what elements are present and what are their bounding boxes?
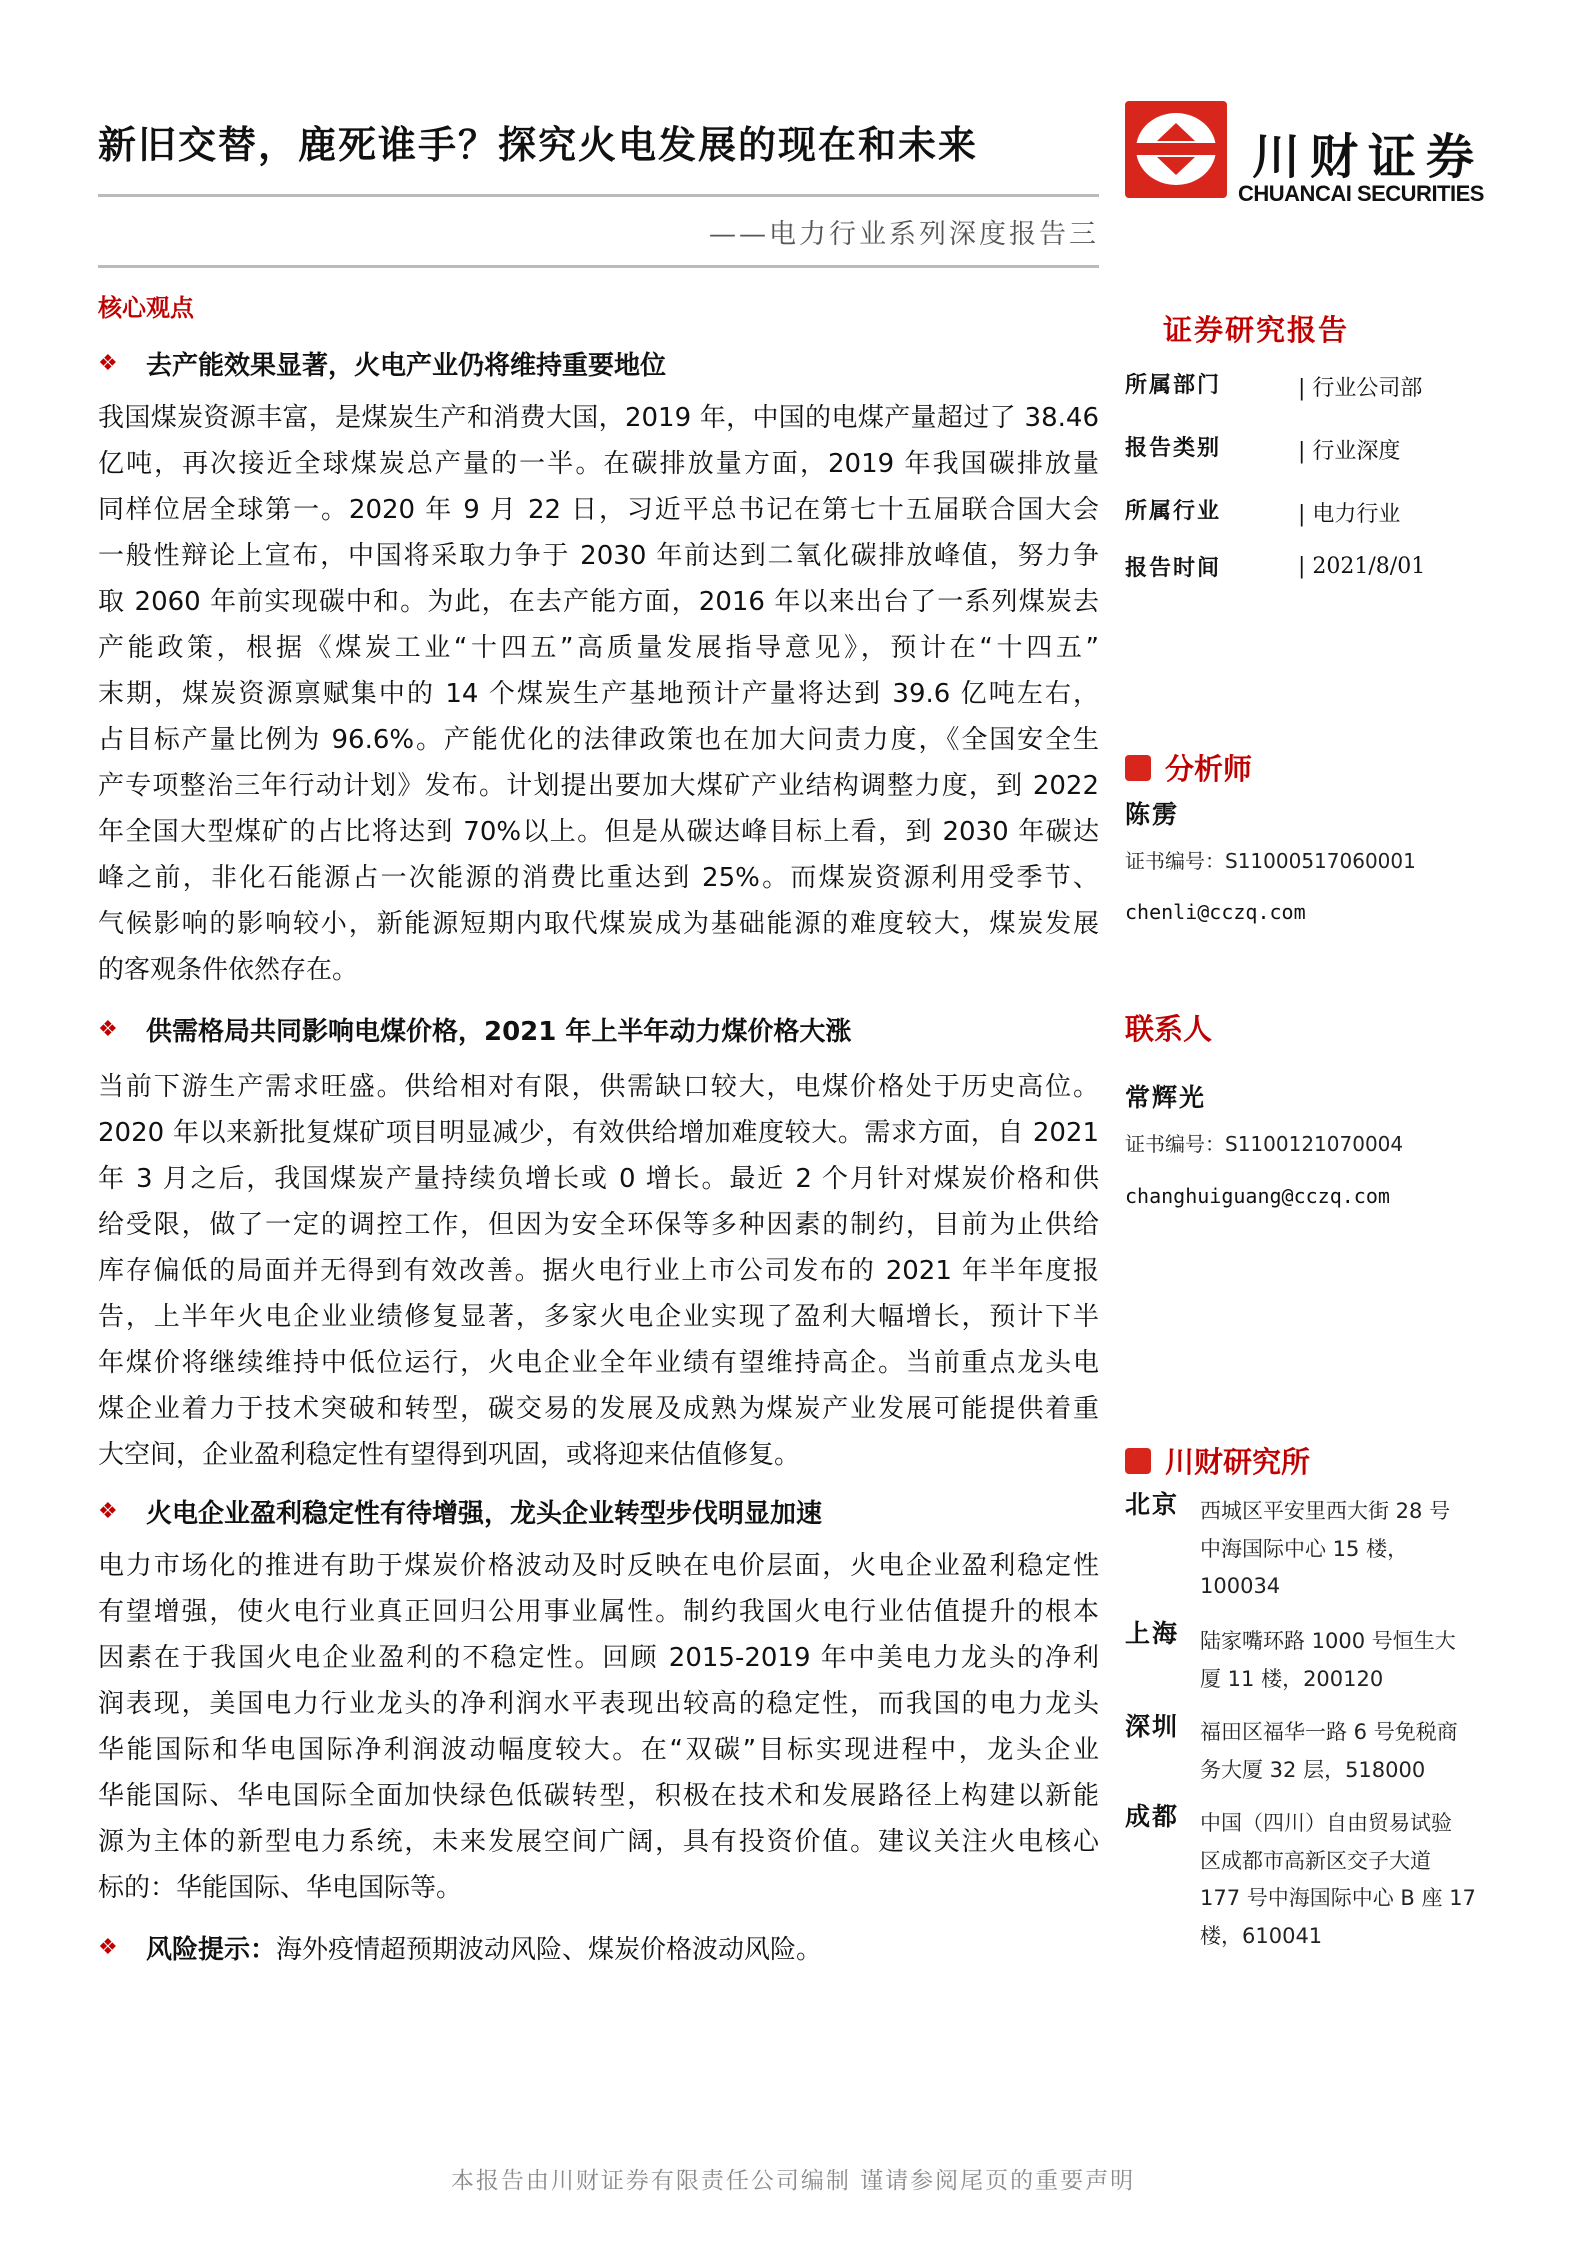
office-city: 上海 (1125, 1619, 1180, 1648)
text-line: 中海国际中心 15 楼， (1200, 1536, 1409, 1561)
risk-warning (98, 1929, 822, 1966)
diamond-bullet-icon: ❖ (98, 351, 118, 376)
text-line: 177 号中海国际中心 B 座 17 (1200, 1886, 1476, 1910)
text-line: 一般性辩论上宣布，中国将采取力争于 2030 年前达到二氧化碳排放峰值，努力争 (98, 541, 1099, 571)
report-subtitle: ——电力行业系列深度报告三 (709, 219, 1099, 250)
office-address (1200, 1714, 1500, 1789)
meta-label: 所属行业 (1125, 498, 1222, 524)
text-line: 末期，煤炭资源禀赋集中的 14 个煤炭生产基地预计产量将达到 39.6 亿吨左右， (98, 679, 1099, 709)
analyst-email[interactable]: chenli@cczq.com (1125, 900, 1306, 924)
risk-text: 海外疫情超预期波动风险、煤炭价格波动风险。 (276, 1935, 823, 1965)
analyst-cert: 证书编号：S1100051706000​1 (1125, 849, 1416, 873)
text-line: 源为主体的新型电力系统，未来发展空间广阔，具有投资价值。建议关注火电核心 (98, 1827, 1099, 1857)
text-line: 有望增强，使火电行业真正回归公用事业属性。制约我国火电行业估值提升的根本 (98, 1597, 1099, 1627)
text-line: 气候影响的影响较小，新能源短期内取代煤炭成为基础能源的难度较大，煤炭发展 (98, 909, 1099, 939)
text-line: 标的：华能国际、华电国际等。 (98, 1873, 463, 1903)
analyst-name: 陈雳 (1125, 800, 1180, 829)
diamond-bullet-icon: ❖ (98, 1499, 118, 1524)
meta-label: 报告时间 (1125, 555, 1222, 581)
text-line: 楼，610041 (1200, 1923, 1323, 1948)
text-line: 告，上半年火电企业业绩修复显著，多家火电企业实现了盈利大幅增长，预计下半 (98, 1302, 1099, 1332)
meta-value: | 2021/8/01 (1298, 554, 1426, 579)
text-line: 务大厦 32 层，518000 (1200, 1757, 1426, 1782)
text-line: 年 3 月之后，我国煤炭产量持续负增长或 0 增长。最近 2 个月针对煤炭价格和供 (98, 1164, 1099, 1194)
contact-cert: 证书编号：S1100121070004 (1125, 1132, 1404, 1156)
heading-text: 供需格局共同影响电煤价格，2021 年上半年动力煤价格大涨 (146, 1017, 852, 1047)
meta-label: 报告类别 (1125, 435, 1222, 461)
text-line: 产能政策，根据《煤炭工业“十四五”高质量发展指导意见》，预计在“十四五” (98, 633, 1099, 663)
text-line: 因素在于我国火电企业盈利的不稳定性。回顾 2015-2019 年中美电力龙头的净利 (98, 1643, 1099, 1673)
heading-text: 去产能效果显著，火电产业仍将维持重要地位 (146, 351, 667, 381)
contact-heading: 联系人 (1125, 1012, 1213, 1046)
subtitle-divider (98, 265, 1099, 268)
text-line: 同样位居全球第一。2020 年 9 月 22 日，习近平总书记在第七十五届联合国大会 (98, 495, 1099, 525)
title-divider (98, 194, 1099, 197)
office-city: 北京 (1125, 1490, 1180, 1519)
institute-heading: 川财研究所 (1125, 1440, 1310, 1481)
section-heading-2 (98, 1011, 851, 1048)
meta-value: | 行业公司部 (1298, 376, 1423, 401)
logo-name-cn: 川财证券 (1252, 129, 1485, 185)
footer-disclaimer: 本报告由川财证券有限责任公司编制 谨请参阅尾页的重要声明 (450, 2168, 1136, 2194)
text-line: 华能国际、华电国际全面加快绿色低碳转型，积极在技术和发展路径上构建以新能 (98, 1781, 1099, 1811)
diamond-bullet-icon: ❖ (98, 1935, 118, 1960)
office-address (1200, 1805, 1500, 1955)
section-body-2 (98, 1064, 1099, 1478)
office-city: 成都 (1125, 1802, 1180, 1831)
core-views-label: 核心观点 (98, 293, 194, 322)
office-city: 深圳 (1125, 1712, 1180, 1741)
text-line: 西城区平安里西大街 28 号 (1200, 1499, 1451, 1523)
analyst-heading: 分析师 (1125, 747, 1252, 788)
text-line: 区成都市高新区交子大道 (1200, 1848, 1431, 1873)
chuancai-logo-icon (1125, 755, 1151, 781)
section-body-3 (98, 1543, 1099, 1911)
chuancai-logo-icon (1125, 1448, 1151, 1474)
text-line: 当前下游生产需求旺盛。供给相对有限，供需缺口较大，电煤价格处于历史高位。 (98, 1072, 1099, 1102)
diamond-bullet-icon: ❖ (98, 1017, 118, 1042)
text-line: 年全国大型煤矿的占比将达到 70%以上。但是从碳达峰目标上看，到 2030 年碳达 (98, 817, 1099, 847)
report-type-label: 证券研究报告 (1163, 313, 1350, 347)
text-line: 占目标产量比例为 96.6%。产能优化的法律政策也在加大问责力度，《全国安全生 (98, 725, 1099, 755)
meta-label: 所属部门 (1125, 372, 1222, 398)
text-line: 取 2060 年前实现碳中和。为此，在去产能方面，2016 年以来出台了一系列煤炭去 (98, 587, 1099, 617)
heading-text: 火电企业盈利稳定性有待增强，龙头企业转型步伐明显加速 (146, 1499, 823, 1529)
text-line: 库存偏低的局面并无得到有效改善。据火电行业上市公司发布的 2021 年半年度报 (98, 1256, 1099, 1286)
office-address (1200, 1623, 1500, 1698)
text-line: 大空间，企业盈利稳定性有望得到巩固，或将迎来估值修复。 (98, 1440, 801, 1470)
text-line: 中国（四川）自由贸易试验 (1200, 1811, 1452, 1835)
chuancai-logo-icon (1125, 101, 1227, 198)
text-line: 100034 (1200, 1574, 1281, 1598)
meta-value: | 行业深度 (1298, 439, 1401, 464)
contact-name: 常辉光 (1125, 1083, 1207, 1112)
text-line: 产专项整治三年行动计划》发布。计划提出要加大煤矿产业结构调整力度，到 2022 (98, 771, 1099, 801)
text-line: 厦 11 楼，200120 (1200, 1666, 1384, 1691)
meta-value: | 电力行业 (1298, 502, 1401, 527)
office-address (1200, 1493, 1500, 1606)
section-heading-3 (98, 1493, 822, 1530)
section-body-1 (98, 395, 1099, 993)
text-line: 电力市场化的推进有助于煤炭价格波动及时反映在电价层面，火电企业盈利稳定性 (98, 1551, 1099, 1581)
text-line: 亿吨，再次接近全球煤炭总产量的一半。在碳排放量方面，2019 年我国碳排放量 (98, 449, 1099, 479)
text-line: 给受限，做了一定的调控工作，但因为安全环保等多种因素的制约，目前为止供给 (98, 1210, 1099, 1240)
text-line: 润表现，美国电力行业龙头的净利润水平表现出较高的稳定性，而我国的电力龙头 (98, 1689, 1099, 1719)
text-line: 煤企业着力于技术突破和转型，碳交易的发展及成熟为煤炭产业发展可能提供着重 (98, 1394, 1099, 1424)
risk-label: 风险提示： (146, 1935, 277, 1965)
text-line: 福田区福华一路 6 号免税商 (1200, 1720, 1458, 1744)
text-line: 华能国际和华电国际净利润波动幅度较大。在“双碳”目标实现进程中，龙头企业 (98, 1735, 1099, 1765)
report-title: 新旧交替，鹿死谁手？探究火电发展的现在和未来 (98, 122, 979, 167)
text-line: 峰之前，非化石能源占一次能源的消费比重达到 25%。而煤炭资源利用受季节、 (98, 863, 1099, 893)
section-heading-1 (98, 345, 666, 382)
text-line: 年煤价将继续维持中低位运行，火电企业全年业绩有望维持高企。当前重点龙头电 (98, 1348, 1099, 1378)
text-line: 陆家嘴环路 1000 号恒生大 (1200, 1629, 1456, 1653)
contact-email[interactable]: changhuiguang@cczq.com (1125, 1184, 1390, 1208)
text-line: 2020 年以来新批复煤矿项目明显减少，有效供给增加难度较大。需求方面，自 2021 (98, 1118, 1099, 1148)
text-line: 我国煤炭资源丰富，是煤炭生产和消费大国，2019 年，中国的电煤产量超过了 38.46 (98, 403, 1099, 433)
text-line: 的客观条件依然存在。 (98, 955, 359, 985)
logo-name-en: CHUANCAI SECURITIES (1238, 181, 1484, 206)
